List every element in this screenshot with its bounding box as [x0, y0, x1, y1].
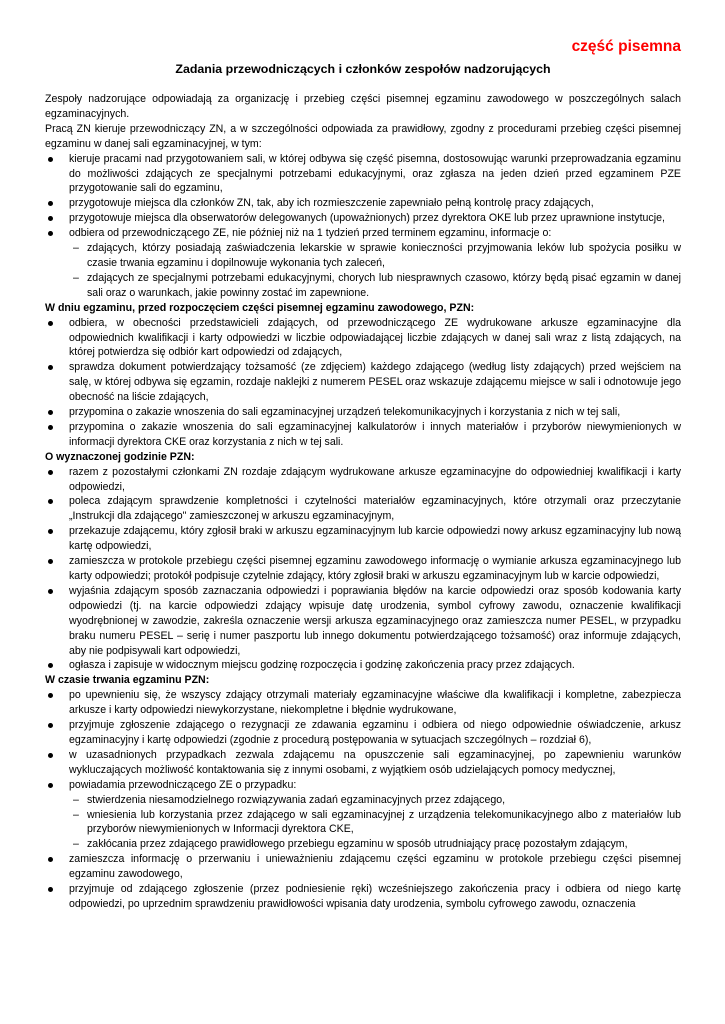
sub-list-item: – stwierdzenia niesamodzielnego rozwiązywania zadań egzaminacyjnych przez zdającego,	[69, 793, 681, 808]
sub-list-item: – zdających ze specjalnymi potrzebami edukacyjnymi, chorych lub niesprawnych czasowo, którzy będą pisać egzamin w danej sali oraz o warunkach, jakie powinny zostać im zapewnione.	[69, 271, 681, 301]
sub-list-item: – wniesienia lub korzystania przez zdającego w sali egzaminacyjnej z urządzenia telekomunikacyjnego albo z materiałów lub przyborów niewymienionych w Informacji dyrektora CKE,	[69, 808, 681, 838]
list-item: przygotowuje miejsca dla członków ZN, tak, aby ich rozmieszczenie zapewniało pełną kontrolę pracy zdających,	[45, 196, 681, 211]
section-heading-start-time: O wyznaczonej godzinie PZN:	[45, 450, 195, 463]
list-item: w uzasadnionych przypadkach zezwala zdającemu na opuszczenie sali egzaminacyjnej, po zapewnieniu warunków wykluczających możliwość kontaktowania się z innymi osobami, z wyjątkiem osób udzielających pomocy medycznej,	[45, 748, 681, 778]
section-heading-during-exam: W czasie trwania egzaminu PZN:	[45, 674, 210, 687]
list-item: kieruje pracami nad przygotowaniem sali, w której odbywa się część pisemna, dostosowując warunki przeprowadzania egzaminu do możliwości zdających ze specjalnymi potrzebami edukacyjnymi, oraz zgłasza na jeden dzień przed egzaminem PZE przygotowanie sali do egzaminu,	[45, 152, 681, 197]
duties-list-before-exam	[45, 316, 681, 450]
list-item: razem z pozostałymi członkami ZN rozdaje zdającym wydrukowane arkusze egzaminacyjne do odpowiedniej kwalifikacji i karty odpowiedzi,	[45, 465, 681, 495]
list-item: przyjmuje zgłoszenie zdającego o rezygnacji ze zdawania egzaminu i odbiera od niego odpowiednie oświadczenie, arkusz egzaminacyjny i kartę odpowiedzi (zgodnie z procedurą postępowania w sytuacjach szczególnych – rozdział 6),	[45, 718, 681, 748]
document-title: Zadania przewodniczących i członków zespołów nadzorujących	[175, 62, 551, 76]
duties-list-during-exam	[45, 688, 681, 912]
list-item: zamieszcza w protokole przebiegu części pisemnej egzaminu zawodowego informację o wymianie arkusza egzaminacyjnego lub karty odpowiedzi; protokół podpisuje czytelnie zdający, który zgłosił braki w arkuszu egzaminacyjnym lub w karcie odpowiedzi,	[45, 554, 681, 584]
duties-list-start-time	[45, 465, 681, 674]
sub-list	[69, 241, 681, 301]
list-item: przekazuje zdającemu, który zgłosił braki w arkuszu egzaminacyjnym lub karcie odpowiedzi nowy arkusz egzaminacyjny lub nową kartę odpowiedzi,	[45, 524, 681, 554]
sub-list	[69, 793, 681, 853]
exam-part-label: część pisemna	[571, 38, 681, 55]
list-item: przypomina o zakazie wnoszenia do sali egzaminacyjnej kalkulatorów i innych materiałów i przyborów niewymienionych w informacji dyrektora CKE oraz korzystania z nich w tej sali.	[45, 420, 681, 450]
sub-list-item: – zakłócania przez zdającego prawidłowego przebiegu egzaminu w sposób utrudniający pracę pozostałym zdającym,	[69, 837, 681, 852]
list-item: przypomina o zakazie wnoszenia do sali egzaminacyjnej urządzeń telekomunikacyjnych i korzystania z nich w tej sali,	[45, 405, 681, 420]
list-item: powiadamia przewodniczącego ZE o przypadku: – stwierdzenia niesamodzielnego rozwiązywania zadań egzaminacyjnych przez zdającego, – wniesienia lub korzystania przez zdającego w sali egzaminacyjnej z urządzenia telekomunikacyjnego albo z materiałów lub przyborów niewymienionych w Informacji dyrektora CKE, – zakłócania przez zdającego prawidłowego przebiegu egzaminu w sposób utrudniający pracę pozostałym zdającym,	[45, 778, 681, 853]
document-page	[45, 38, 681, 912]
list-item: zamieszcza informację o przerwaniu i unieważnieniu zdającemu części egzaminu w protokole przebiegu części pisemnej egzaminu zawodowego,	[45, 852, 681, 882]
intro-section	[45, 92, 681, 152]
list-item: po upewnieniu się, że wszyscy zdający otrzymali materiały egzaminacyjne właściwe dla kwalifikacji i kompletne, zabezpiecza arkusze i karty odpowiedzi niewykorzystane, niekompletne i błędnie wydrukowane,	[45, 688, 681, 718]
list-item: odbiera, w obecności przedstawicieli zdających, od przewodniczącego ZE wydrukowane arkusze egzaminacyjne dla odpowiednich kwalifikacji i karty odpowiedzi w liczbie odpowiadającej liczbie zdających w danej sali wraz z listą zdających, na której potwierdza się odbiór kart odpowiedzi od zdających,	[45, 316, 681, 361]
list-item: przyjmuje od zdającego zgłoszenie (przez podniesienie ręki) wcześniejszego zakończenia pracy i odbiera od niego kartę odpowiedzi, po uprzednim sprawdzeniu prawidłowości wpisania daty urodzenia, symbolu cyfrowego zawodu, oznaczenia	[45, 882, 681, 912]
intro-paragraph-2: Pracą ZN kieruje przewodniczący ZN, a w szczególności odpowiada za prawidłowy, zgodny z procedurami przebieg części pisemnej egzaminu w danej sali egzaminacyjnej, w tym:	[45, 122, 681, 150]
list-item: przygotowuje miejsca dla obserwatorów delegowanych (upoważnionych) przez dyrektora OKE lub przez uprawnione instytucje,	[45, 211, 681, 226]
intro-paragraph-1: Zespoły nadzorujące odpowiadają za organizację i przebieg części pisemnej egzaminu zawodowego w poszczególnych salach egzaminacyjnych.	[45, 93, 681, 120]
list-item: sprawdza dokument potwierdzający tożsamość (ze zdjęciem) każdego zdającego (według listy zdających) przed wejściem na salę, w której odbywa się egzamin, rozdaje naklejki z numerem PESEL oraz wskazuje zdającemu miejsce w sali i odnotowuje jego obecność na liście zdających,	[45, 360, 681, 405]
sub-list-item: – zdających, którzy posiadają zaświadczenia lekarskie w sprawie konieczności przyjmowania leków lub spożycia posiłku w czasie trwania egzaminu i dopilnowuje wykonania tych zaleceń,	[69, 241, 681, 271]
list-item: poleca zdającym sprawdzenie kompletności i czytelności materiałów egzaminacyjnych, które otrzymali oraz przeczytanie „Instrukcji dla zdającego" zamieszczonej w arkuszu egzaminacyjnym,	[45, 494, 681, 524]
section-heading-before-exam: W dniu egzaminu, przed rozpoczęciem części pisemnej egzaminu zawodowego, PZN:	[45, 301, 475, 314]
duties-list-preparation	[45, 152, 681, 301]
list-item: wyjaśnia zdającym sposób zaznaczania odpowiedzi i poprawiania błędów na karcie odpowiedzi oraz sposób kodowania karty odpowiedzi (tj. na karcie odpowiedzi zdający wpisuje datę urodzenia, symbol cyfrowy zawodu, oznaczenie kwalifikacji wyodrębnionej w zawodzie, zakreśla oznaczenie wersji arkusza egzaminacyjnego oraz zamieszcza numer PESEL, w przypadku braku numeru PESEL – serię i numer paszportu lub innego dokumentu potwierdzającego tożsamość) oraz informuje zdających, aby nie podpisywali kart odpowiedzi,	[45, 584, 681, 659]
list-item: odbiera od przewodniczącego ZE, nie później niż na 1 tydzień przed terminem egzaminu, informacje o: – zdających, którzy posiadają zaświadczenia lekarskie w sprawie konieczności przyjmowania leków lub spożycia posiłku w czasie trwania egzaminu i dopilnowuje wykonania tych zaleceń, – zdających ze specjalnymi potrzebami edukacyjnymi, chorych lub niesprawnych czasowo, którzy będą pisać egzamin w danej sali oraz o warunkach, jakie powinny zostać im zapewnione.	[45, 226, 681, 301]
list-item: ogłasza i zapisuje w widocznym miejscu godzinę rozpoczęcia i godzinę zakończenia pracy przez zdających.	[45, 658, 681, 673]
